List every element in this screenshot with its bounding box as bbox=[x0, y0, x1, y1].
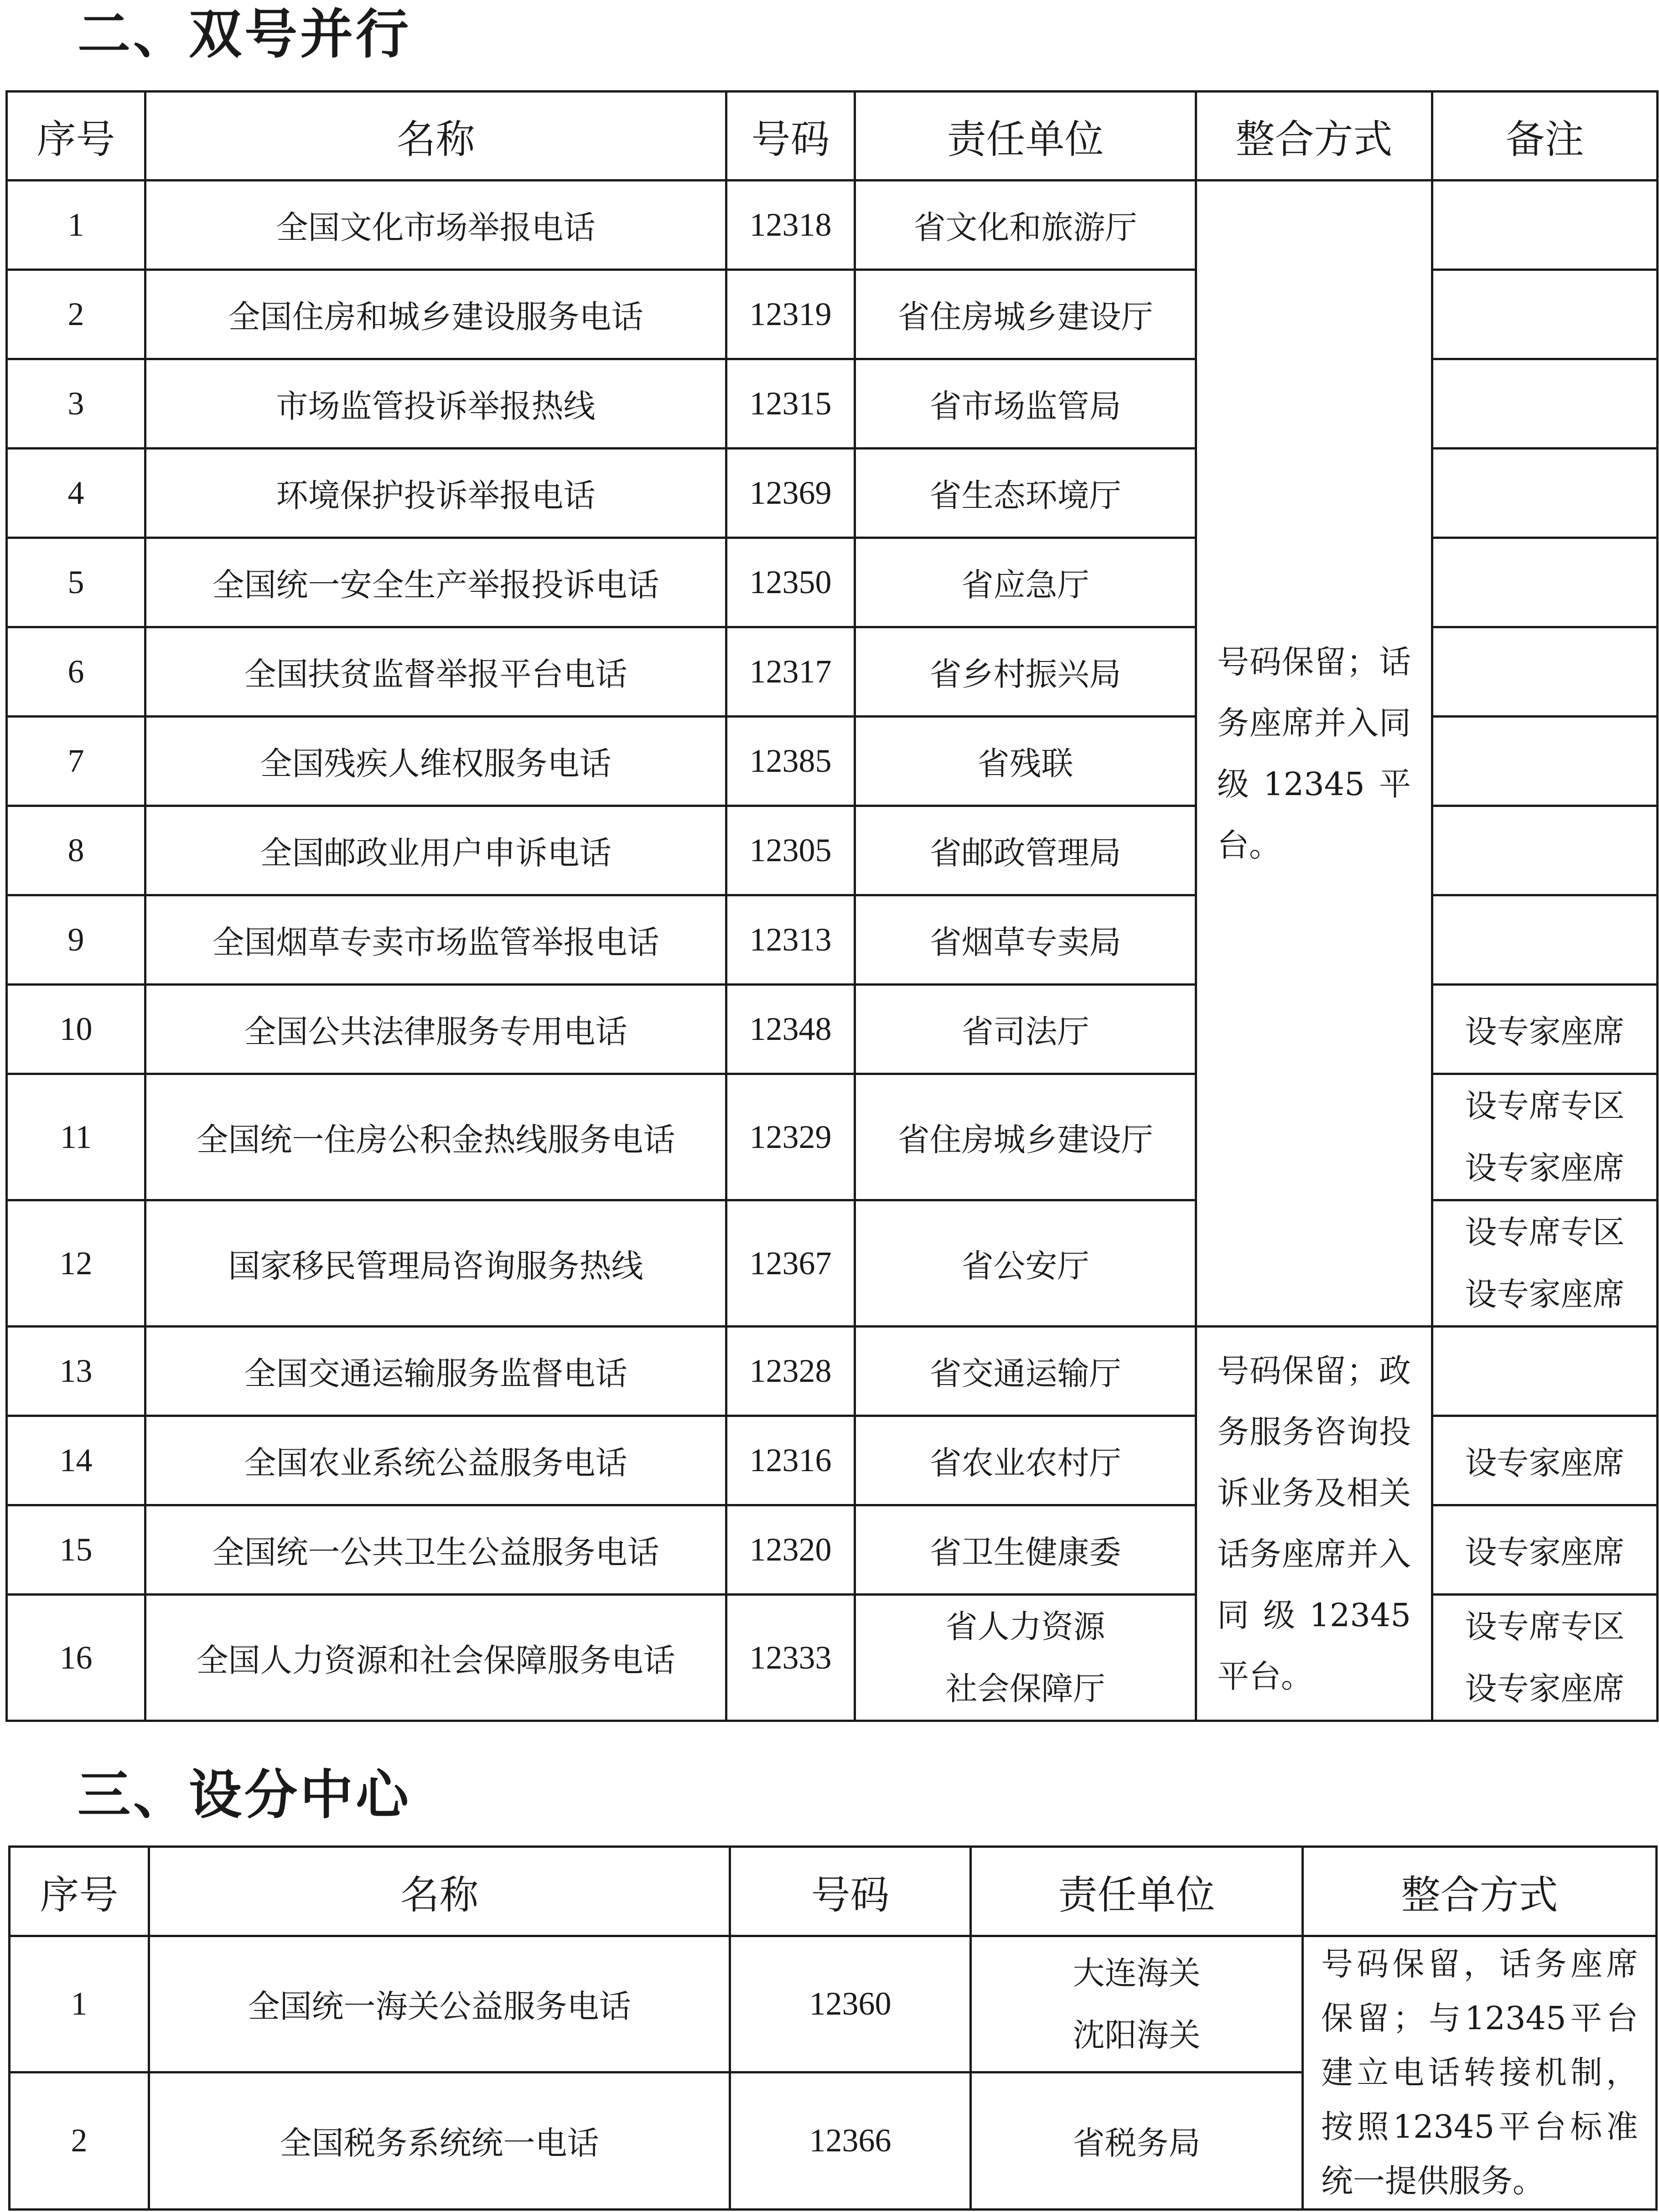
row-number: 12320 bbox=[726, 1505, 855, 1595]
note-line: 设专家座席 bbox=[1465, 1670, 1625, 1707]
row-number: 12313 bbox=[726, 895, 855, 985]
row-name: 全国烟草专卖市场监管举报电话 bbox=[145, 895, 726, 985]
row-number: 12305 bbox=[726, 806, 855, 895]
row-no: 11 bbox=[7, 1074, 145, 1200]
section-3-title: 三、设分中心 bbox=[78, 1764, 411, 1826]
merge-method-a: 号码保留；话务座席并入同级12345平台。 bbox=[1196, 181, 1432, 1327]
row-unit: 省生态环境厅 bbox=[855, 449, 1196, 538]
row-no: 13 bbox=[7, 1327, 145, 1416]
row-note bbox=[1432, 806, 1658, 895]
row-unit: 省文化和旅游厅 bbox=[855, 181, 1196, 270]
row-no: 14 bbox=[7, 1416, 145, 1505]
row-unit: 省交通运输厅 bbox=[855, 1327, 1196, 1416]
row-number: 12328 bbox=[726, 1327, 855, 1416]
row-name: 市场监管投诉举报热线 bbox=[145, 359, 726, 449]
row-unit: 省公安厅 bbox=[855, 1200, 1196, 1327]
unit-line: 社会保障厅 bbox=[945, 1670, 1105, 1707]
row-name: 全国税务系统统一电话 bbox=[149, 2072, 730, 2209]
header-name: 名称 bbox=[149, 1847, 730, 1936]
row-number: 12369 bbox=[726, 449, 855, 538]
section-2-title: 二、双号并行 bbox=[78, 4, 411, 65]
row-number: 12366 bbox=[730, 2072, 971, 2209]
header-unit: 责任单位 bbox=[971, 1847, 1303, 1936]
merge-method: 号码保留，话务座席保留；与12345平台建立电话转接机制，按照12345平台标准统一提供服务。 bbox=[1303, 1936, 1657, 2210]
row-no: 5 bbox=[7, 538, 145, 627]
header-note: 备注 bbox=[1432, 92, 1658, 181]
row-name: 全国统一海关公益服务电话 bbox=[149, 1936, 730, 2072]
unit-line: 大连海关 bbox=[1073, 1954, 1201, 1992]
row-number: 12385 bbox=[726, 717, 855, 806]
row-name: 环境保护投诉举报电话 bbox=[145, 449, 726, 538]
row-name: 全国公共法律服务专用电话 bbox=[145, 985, 726, 1074]
row-note bbox=[1432, 359, 1658, 449]
row-no: 10 bbox=[7, 985, 145, 1074]
row-note bbox=[1432, 181, 1658, 270]
row-unit: 省住房城乡建设厅 bbox=[855, 270, 1196, 359]
header-name: 名称 bbox=[145, 92, 726, 181]
note-line: 设专席专区 bbox=[1465, 1087, 1625, 1125]
note-line: 设专家座席 bbox=[1465, 1149, 1625, 1187]
row-number: 12315 bbox=[726, 359, 855, 449]
row-number: 12329 bbox=[726, 1074, 855, 1200]
row-no: 1 bbox=[7, 181, 145, 270]
header-unit: 责任单位 bbox=[855, 92, 1196, 181]
table-row bbox=[7, 1327, 1658, 1416]
row-no: 3 bbox=[7, 359, 145, 449]
row-unit: 省邮政管理局 bbox=[855, 806, 1196, 895]
row-number: 12333 bbox=[726, 1595, 855, 1721]
header-number: 号码 bbox=[726, 92, 855, 181]
row-no: 12 bbox=[7, 1200, 145, 1327]
row-note: 设专家座席 bbox=[1432, 1416, 1658, 1505]
row-unit: 省农业农村厅 bbox=[855, 1416, 1196, 1505]
header-merge: 整合方式 bbox=[1303, 1847, 1657, 1936]
row-unit: 省卫生健康委 bbox=[855, 1505, 1196, 1595]
row-name: 全国扶贫监督举报平台电话 bbox=[145, 627, 726, 717]
row-name: 全国文化市场举报电话 bbox=[145, 181, 726, 270]
row-no: 8 bbox=[7, 806, 145, 895]
row-no: 6 bbox=[7, 627, 145, 717]
row-note bbox=[1432, 270, 1658, 359]
row-unit: 省残联 bbox=[855, 717, 1196, 806]
row-note bbox=[1432, 1327, 1658, 1416]
row-name: 国家移民管理局咨询服务热线 bbox=[145, 1200, 726, 1327]
row-note: 设专家座席 bbox=[1432, 1505, 1658, 1595]
row-number: 12367 bbox=[726, 1200, 855, 1327]
row-no: 9 bbox=[7, 895, 145, 985]
row-no: 1 bbox=[10, 1936, 149, 2072]
header-no: 序号 bbox=[10, 1847, 149, 1936]
header-no: 序号 bbox=[7, 92, 145, 181]
note-line: 设专席专区 bbox=[1465, 1608, 1625, 1645]
row-note: 设专家座席 bbox=[1432, 985, 1658, 1074]
row-name: 全国邮政业用户申诉电话 bbox=[145, 806, 726, 895]
row-no: 15 bbox=[7, 1505, 145, 1595]
dual-number-table bbox=[5, 90, 1659, 1722]
unit-line: 省人力资源 bbox=[945, 1608, 1105, 1645]
row-unit: 省税务局 bbox=[971, 2072, 1303, 2209]
unit-line: 沈阳海关 bbox=[1073, 2016, 1201, 2054]
header-merge: 整合方式 bbox=[1196, 92, 1432, 181]
note-line: 设专家座席 bbox=[1465, 1276, 1625, 1313]
row-number: 12360 bbox=[730, 1936, 971, 2072]
table-row bbox=[10, 1936, 1657, 2072]
row-unit: 省住房城乡建设厅 bbox=[855, 1074, 1196, 1200]
row-no: 7 bbox=[7, 717, 145, 806]
note-line: 设专席专区 bbox=[1465, 1214, 1625, 1251]
row-note bbox=[1432, 717, 1658, 806]
row-number: 12316 bbox=[726, 1416, 855, 1505]
row-note bbox=[1432, 449, 1658, 538]
row-name: 全国统一安全生产举报投诉电话 bbox=[145, 538, 726, 627]
row-note bbox=[1432, 538, 1658, 627]
row-name: 全国农业系统公益服务电话 bbox=[145, 1416, 726, 1505]
table-header-row bbox=[7, 92, 1658, 181]
row-no: 2 bbox=[7, 270, 145, 359]
table-row bbox=[7, 181, 1658, 270]
merge-method-b: 号码保留；政务服务咨询投诉业务及相关话务座席并入同级12345平台。 bbox=[1196, 1327, 1432, 1721]
row-unit: 省烟草专卖局 bbox=[855, 895, 1196, 985]
sub-center-table bbox=[8, 1845, 1658, 2211]
row-note bbox=[1432, 1200, 1658, 1327]
row-note bbox=[1432, 627, 1658, 717]
row-unit bbox=[971, 1936, 1303, 2072]
row-number: 12318 bbox=[726, 181, 855, 270]
row-number: 12317 bbox=[726, 627, 855, 717]
row-number: 12319 bbox=[726, 270, 855, 359]
row-unit bbox=[855, 1595, 1196, 1721]
row-unit: 省应急厅 bbox=[855, 538, 1196, 627]
row-note bbox=[1432, 1074, 1658, 1200]
row-name: 全国统一住房公积金热线服务电话 bbox=[145, 1074, 726, 1200]
row-number: 12348 bbox=[726, 985, 855, 1074]
row-name: 全国住房和城乡建设服务电话 bbox=[145, 270, 726, 359]
table-header-row bbox=[10, 1847, 1657, 1936]
row-unit: 省市场监管局 bbox=[855, 359, 1196, 449]
row-no: 2 bbox=[10, 2072, 149, 2209]
row-name: 全国残疾人维权服务电话 bbox=[145, 717, 726, 806]
row-unit: 省乡村振兴局 bbox=[855, 627, 1196, 717]
row-name: 全国人力资源和社会保障服务电话 bbox=[145, 1595, 726, 1721]
row-unit: 省司法厅 bbox=[855, 985, 1196, 1074]
row-no: 4 bbox=[7, 449, 145, 538]
row-note bbox=[1432, 895, 1658, 985]
header-number: 号码 bbox=[730, 1847, 971, 1936]
row-name: 全国统一公共卫生公益服务电话 bbox=[145, 1505, 726, 1595]
row-name: 全国交通运输服务监督电话 bbox=[145, 1327, 726, 1416]
row-number: 12350 bbox=[726, 538, 855, 627]
row-no: 16 bbox=[7, 1595, 145, 1721]
row-note bbox=[1432, 1595, 1658, 1721]
